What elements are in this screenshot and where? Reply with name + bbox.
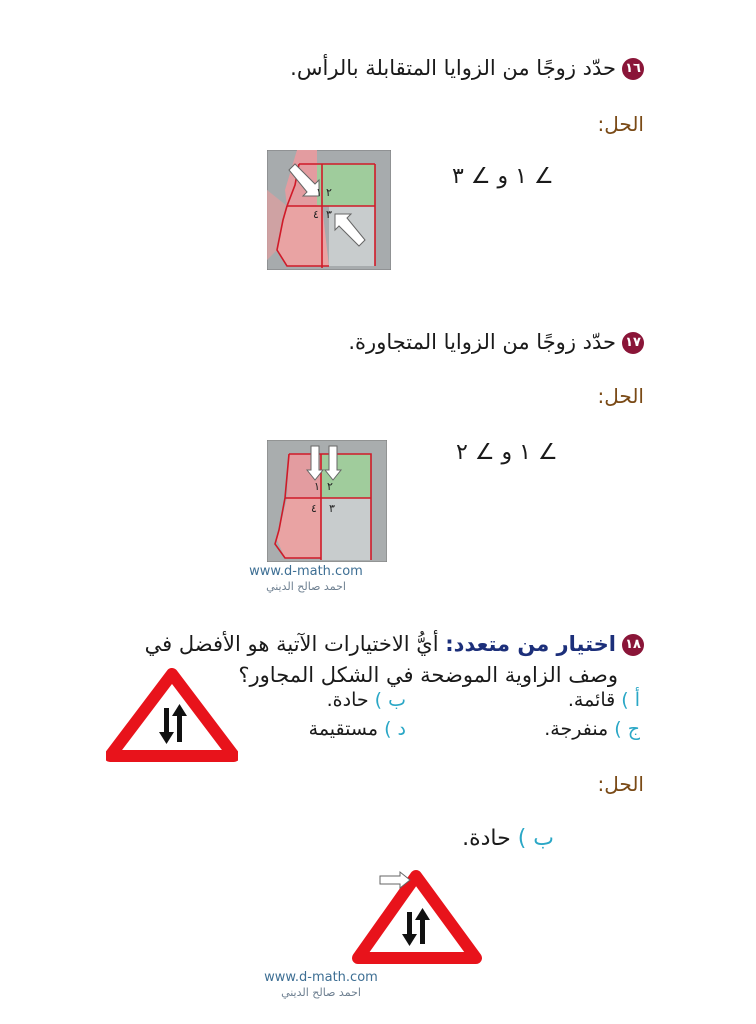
watermark-url: www.d-math.com [264, 970, 378, 985]
question-text: حدّد زوجًا من الزوايا المتجاورة. [348, 330, 616, 354]
map-vertical-angles [267, 150, 391, 270]
question-line-2: وصف الزاوية الموضحة في الشكل المجاور؟ [238, 663, 618, 687]
answer-17: ∠ ١ و ∠ ٢ [456, 440, 558, 465]
map-adjacent-angles [267, 440, 387, 562]
solution-label: الحل: [597, 384, 644, 408]
option-letter: أ ) [621, 689, 640, 711]
solution-label: الحل: [597, 112, 644, 136]
question-number: ١٨ [622, 634, 644, 656]
question-18 [145, 632, 644, 656]
watermark-url: www.d-math.com [249, 564, 363, 579]
option-letter: د ) [384, 718, 406, 740]
map-label-4: ٤ [311, 502, 317, 515]
answer-18 [462, 826, 554, 851]
option-text: مستقيمة [308, 718, 379, 740]
option-c[interactable] [544, 718, 640, 740]
answer-16: ∠ ١ و ∠ ٣ [452, 164, 554, 189]
watermark-author: احمد صالح الديني [266, 580, 346, 593]
option-letter: ب ) [374, 689, 406, 711]
option-letter: ج ) [614, 718, 640, 740]
question-number: ١٦ [622, 58, 644, 80]
question-number: ١٧ [622, 332, 644, 354]
watermark [246, 564, 366, 594]
watermark-author: احمد صالح الديني [281, 986, 361, 999]
map-label-2: ٢ [327, 480, 333, 493]
warning-sign-icon [106, 668, 238, 762]
map-label-2: ٢ [326, 186, 332, 199]
option-a[interactable] [568, 689, 640, 711]
map-label-1: ١ [316, 186, 322, 199]
warning-sign-with-angle-arrow-icon [352, 866, 484, 966]
question-17 [348, 330, 644, 354]
watermark [258, 970, 384, 1000]
multiple-choice-title: اختيار من متعدد: [445, 632, 616, 656]
map-label-1: ١ [314, 480, 320, 493]
option-d[interactable] [309, 718, 406, 740]
option-text: قائمة. [567, 689, 616, 711]
map-label-3: ٣ [326, 208, 332, 221]
answer-letter: ب ) [517, 826, 554, 851]
answer-text: حادة. [462, 826, 511, 851]
option-b[interactable] [327, 689, 406, 711]
option-text: حادة. [326, 689, 369, 711]
option-text: منفرجة. [544, 718, 609, 740]
map-label-3: ٣ [329, 502, 335, 515]
solution-label: الحل: [597, 772, 644, 796]
question-text: حدّد زوجًا من الزوايا المتقابلة بالرأس. [290, 56, 616, 80]
question-line-1: أيُّ الاختيارات الآتية هو الأفضل في [144, 632, 439, 656]
question-16 [290, 56, 644, 80]
map-label-4: ٤ [313, 208, 319, 221]
